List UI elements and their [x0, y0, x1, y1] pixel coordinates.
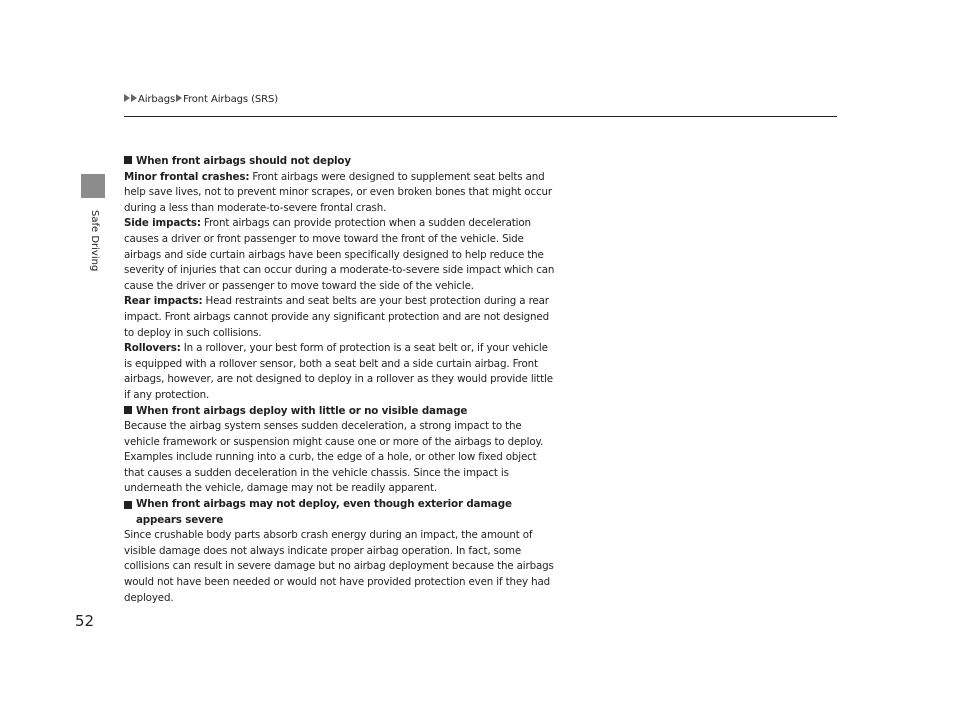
breadcrumb-item-airbags[interactable]: Airbags: [138, 94, 176, 105]
paragraph: [124, 341, 556, 403]
paragraph: [124, 294, 556, 341]
paragraph: [124, 528, 556, 606]
breadcrumb-arrow-icon: [176, 94, 182, 102]
square-bullet-icon: [124, 156, 132, 164]
paragraph-lead: Minor frontal crashes:: [124, 170, 250, 183]
paragraph-lead: Side impacts:: [124, 217, 201, 230]
header-rule: [124, 116, 837, 117]
paragraph: [124, 170, 556, 217]
paragraph: [124, 216, 556, 294]
section-tab: [81, 210, 105, 330]
breadcrumb: [124, 93, 278, 107]
page-content: [124, 154, 556, 606]
paragraph-text: Since crushable body parts absorb crash energy during an impact, the amount of visible damage does not always indicate proper airbag operation. In fact, some collisions can result in severe damage but no airbag deployment because the airbags would not have been needed or would not have provided protection even if they had deployed.: [124, 529, 554, 604]
square-bullet-icon: [124, 406, 132, 414]
paragraph-text: Because the airbag system senses sudden deceleration, a strong impact to the vehicle framework or suspension might cause one or more of the airbags to deploy. Examples include running into a curb, the edge of a hole, or other low fixed object that causes a sudden deceleration in the vehicle chassis. Since the impact is underneath the vehicle, damage may not be readily apparent.: [124, 420, 544, 495]
square-bullet-icon: [124, 501, 132, 509]
section-tab-label: Safe Driving: [89, 210, 100, 272]
breadcrumb-item-front-airbags[interactable]: Front Airbags (SRS): [183, 94, 279, 105]
paragraph-text: Front airbags can provide protection when a sudden deceleration causes a driver or front passenger to move toward the front of the vehicle. Side airbags and side curtain airbags have been specifically designed to help reduce the severity of injuries that can occur during a moderate-to-severe side impact which can cause the driver or passenger to move toward the side of the vehicle.: [124, 217, 555, 292]
section-heading: When front airbags should not deploy: [124, 154, 556, 170]
paragraph: [124, 419, 556, 497]
paragraph-text: Head restraints and seat belts are your best protection during a rear impact. Front airbags cannot provide any significant protection and are not designed to deploy in such collisions.: [124, 295, 549, 339]
paragraph-text: In a rollover, your best form of protection is a seat belt or, if your vehicle is equipped with a rollover sensor, both a seat belt and a side curtain airbag. Front airbags, however, are not designed to deploy in a rollover as they would provide little if any protection.: [124, 342, 553, 401]
breadcrumb-arrow-icon: [124, 94, 130, 102]
section-tab-marker: [81, 174, 105, 198]
paragraph-text: Front airbags were designed to supplement seat belts and help save lives, not to prevent minor scrapes, or even broken bones that might occur during a less than moderate-to-severe frontal crash.: [124, 170, 552, 214]
breadcrumb-arrow-icon: [131, 94, 137, 102]
page-number: 52: [75, 612, 95, 630]
section-heading: When front airbags may not deploy, even though exterior damage appears severe: [124, 497, 556, 528]
paragraph-lead: Rear impacts:: [124, 295, 203, 308]
section-heading: When front airbags deploy with little or no visible damage: [124, 404, 556, 420]
paragraph-lead: Rollovers:: [124, 342, 181, 355]
